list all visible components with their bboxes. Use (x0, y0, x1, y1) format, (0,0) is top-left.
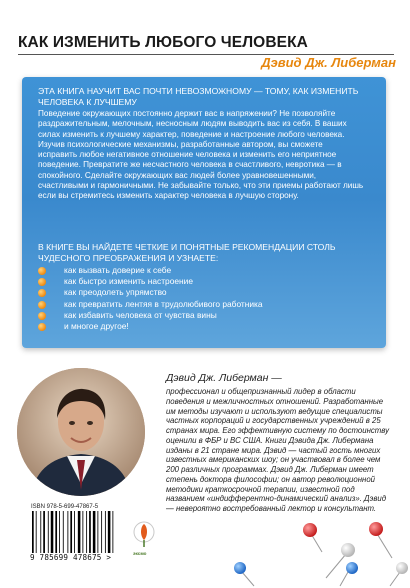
list-item: как быстро изменить настроение (38, 276, 263, 287)
bullet-icon (38, 278, 46, 286)
benefits-list (38, 265, 263, 332)
bullet-icon (38, 301, 46, 309)
blurb-subhead: В КНИГЕ ВЫ НАЙДЕТЕ ЧЕТКИЕ И ПОНЯТНЫЕ РЕКОМЕНДАЦИИ СТОЛЬ ЧУДЕСНОГО ПРЕОБРАЖЕНИЯ И УЗНАЕТЕ: (38, 242, 336, 263)
isbn-label: ISBN 978-5-699-47867-5 (31, 504, 99, 510)
bullet-icon (38, 323, 46, 331)
bullet-icon (38, 267, 46, 275)
publisher-logo-icon (133, 521, 155, 549)
blurb-body (38, 109, 364, 202)
list-item: и многое другое! (38, 321, 263, 332)
pushpins-decoration-icon (230, 520, 410, 588)
blurb-lead: ЭТА КНИГА НАУЧИТ ВАС ПОЧТИ НЕВОЗМОЖНОМУ — ТОМУ, КАК ИЗМЕНИТЬ ЧЕЛОВЕКА К ЛУЧШЕМУ (38, 86, 359, 107)
barcode-icon (30, 511, 115, 553)
barcode-digits: 9 785699 478675 > (30, 553, 112, 562)
blurb-paragraph: Поведение окружающих постоянно держит вас в напряжении? Не позволяйте раздражительным, мелочным, несносным людям выводить вас из себя. В ваших силах изменить к лучшему характер, поведение и настроение любого человека. Изучив психологические механизмы, разработанные автором, вы сможете исправить любое негативное отношение человека и изменить его неприятное поведение. Превратите же несчастного человека в счастливого, невротика — в спокойного. Сделайте окружающих вас людей более уравновешенными, счастливыми и гармоничными. Не забывайте только, что эти приемы работают лишь если вы стремитесь изменить характер человека в лучшую сторону. (38, 109, 364, 201)
list-item: как превратить лентяя в трудолюбивого работника (38, 299, 263, 310)
bio-author-name: Дэвид Дж. Либерман — (166, 372, 282, 384)
bullet-icon (38, 312, 46, 320)
list-item: как избавить человека от чувства вины (38, 310, 263, 321)
list-item: как преодолеть упрямство (38, 287, 263, 298)
bullet-icon (38, 289, 46, 297)
author-name: Дэвид Дж. Либерман (261, 55, 396, 70)
bio-text: профессионал и общепризнанный лидер в области поведения и межличностных отношений. Разработанные им методы изучают и используют ведущие специалисты частных корпораций и государственных учреждений в 25 странах мира. Его эффективную систему по достоинству оценили в ФБР и ВС США. Книги Дэвида Дж. Либермана изданы в 21 стране мира. Дэвид — частый гость многих известных американских шоу; он участвовал в более чем 200 различных программах. Дэвид Дж. Либерман имеет степень доктора философии; он автор революционной методики краткосрочной терапии, известной под названием «индифферентно-динамический анализ». Дэвид — невероятно востребованный лектор и консультант. (166, 387, 389, 513)
book-title: КАК ИЗМЕНИТЬ ЛЮБОГО ЧЕЛОВЕКА (18, 34, 308, 51)
publisher-name: эксмо (133, 551, 147, 556)
author-portrait-icon (17, 368, 145, 496)
list-item: как вызвать доверие к себе (38, 265, 263, 276)
author-photo (17, 368, 145, 496)
